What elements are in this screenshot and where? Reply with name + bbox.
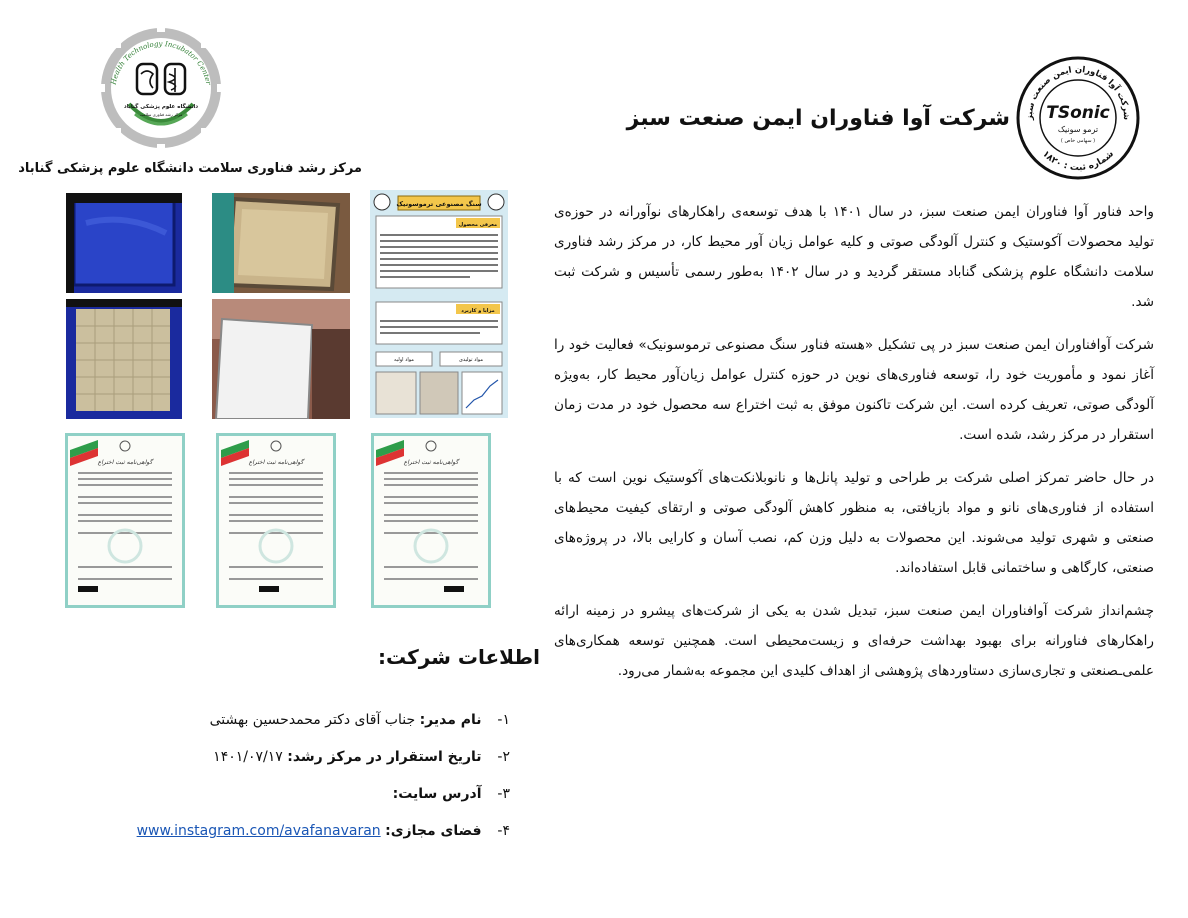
- company-title: شرکت آوا فناوران ایمن صنعت سبز: [626, 106, 1010, 131]
- instagram-link[interactable]: www.instagram.com/avafanavaran: [136, 823, 381, 839]
- description-paragraph: چشم‌انداز شرکت آوافناوران ایمن صنعت سبز، تبدیل شدن به یکی از شرکت‌های پیشرو در زمینه ارائه راهکارهای فناورانه برای بهبود بهداشت حرفه‌ای و زیست‌محیطی است. همچنین توسعه همکاری‌های علمی‌ـصنعتی و تجاری‌سازی دستاوردهای پژوهشی از اهداف کلیدی این مجموعه به‌شمار می‌رود.: [554, 603, 1154, 679]
- description-paragraph: واحد فناور آوا فناوران ایمن صنعت سبز، در سال ۱۴۰۱ با هدف توسعه‌ی راهکارهای نوآورانه در حوزه‌ی تولید محصولات آکوستیک و کنترل آلودگی صوتی و کلیه عوامل زیان آور محیط کار، در مرکز رشد فناوری سلامت دانشگاه علوم پزشکی گناباد مستقر گردید و در سال ۱۴۰۲ به‌طور رسمی تأسیس و شرکت ثبت شد.: [554, 204, 1154, 310]
- info-value-manager: جناب آقای دکتر محمدحسین بهشتی: [209, 712, 416, 728]
- info-value-date: ۱۴۰۱/۰۷/۱۷: [213, 749, 283, 765]
- company-logo-ring-text: شرکت آوا فناوران ایمن صنعت سبز: [1024, 64, 1132, 121]
- brochure-title: سنگ مصنوعی ترموسونیک: [396, 200, 482, 208]
- info-label: تاریخ استقرار در مرکز رشد:: [287, 749, 482, 765]
- photo-artificial-stone-tile: [212, 193, 350, 293]
- company-logo-subtext: ( سهامی خاص ): [1060, 138, 1096, 144]
- company-description: [554, 197, 1154, 699]
- incubator-logo: [95, 22, 227, 154]
- description-paragraph: شرکت آوافناوران ایمن صنعت سبز در پی تشکیل «هسته فناور سنگ مصنوعی ترموسونیک» فعالیت خود را آغاز نمود و مأموریت خود را، توسعه فناوری‌های نوین در حوزه کنترل عوامل زیان‌آور محیط کار، به‌ویژه آلودگی صوتی، تعریف کرده است. این شرکت تاکنون موفق به ثبت اختراع سه محصول خود در مدت زمان استقرار در مرکز رشد، شده است.: [554, 337, 1154, 443]
- incubator-logo-inner-text: دانشگاه علوم پزشکی گناباد: [123, 104, 199, 110]
- certificate-title: گواهی‌نامه ثبت اختراع: [403, 459, 459, 466]
- company-logo-brand: TSonic: [1046, 103, 1110, 123]
- certificate-title: گواهی‌نامه ثبت اختراع: [248, 459, 304, 466]
- photo-acoustic-panel-blue: [66, 193, 182, 293]
- company-info-list: [80, 702, 510, 850]
- patent-certificate: [216, 433, 336, 608]
- company-logo: [1016, 56, 1140, 180]
- product-brochure: [370, 190, 508, 418]
- patent-certificate: [371, 433, 491, 608]
- info-row-social: [80, 813, 510, 850]
- photo-acoustic-panel-quilted: [66, 299, 182, 419]
- description-paragraph: در حال حاضر تمرکز اصلی شرکت بر طراحی و تولید پانل‌ها و نانوبلانکت‌های آکوستیک نوین است که با استفاده از فناوری‌های نانو و مواد بازیافتی، به منظور کاهش آلودگی صوتی و ارتقای کیفیت محیط‌های صنعتی و شهری تولید می‌شوند. این محصولات به دلیل وزن کم، نصب آسان و کارایی بالا، در پروژه‌های صنعتی، کارگاهی و ساختمانی قابل استفاده‌اند.: [554, 470, 1154, 576]
- info-number: ۳-: [497, 786, 510, 802]
- info-label: نام مدیر:: [419, 712, 482, 728]
- company-logo-brand-fa: ترمو سونیک: [1057, 125, 1099, 134]
- info-number: ۲-: [497, 749, 510, 765]
- incubator-logo-inner-subtext: مرکز رشد فناوری سلامت: [139, 112, 183, 117]
- incubator-logo-ring-text: Health Technology Incubator Center: [109, 39, 213, 86]
- info-number: ۱-: [497, 712, 510, 728]
- company-info-heading: اطلاعات شرکت:: [377, 645, 540, 669]
- brochure-box-raw: مواد اولیه: [394, 357, 414, 363]
- incubator-name: مرکز رشد فناوری سلامت دانشگاه علوم پزشکی گناباد: [18, 161, 362, 176]
- photo-wall-mounted-panel: [212, 299, 350, 419]
- brochure-section-benefits: مزایا و کاربرد: [461, 308, 495, 314]
- info-row-website: [80, 776, 510, 813]
- info-number: ۴-: [497, 823, 510, 839]
- info-row-date: [80, 739, 510, 776]
- info-label: فضای مجازی:: [385, 823, 482, 839]
- company-logo-registration: شماره ثبت : ۱۸۲۰: [1040, 149, 1116, 174]
- info-row-manager: [80, 702, 510, 739]
- certificate-title: گواهی‌نامه ثبت اختراع: [97, 459, 153, 466]
- brochure-section-intro: معرفی محصول: [458, 222, 498, 228]
- brochure-box-products: مواد تولیدی: [458, 357, 484, 363]
- info-label: آدرس سایت:: [392, 786, 482, 802]
- patent-certificate: [65, 433, 185, 608]
